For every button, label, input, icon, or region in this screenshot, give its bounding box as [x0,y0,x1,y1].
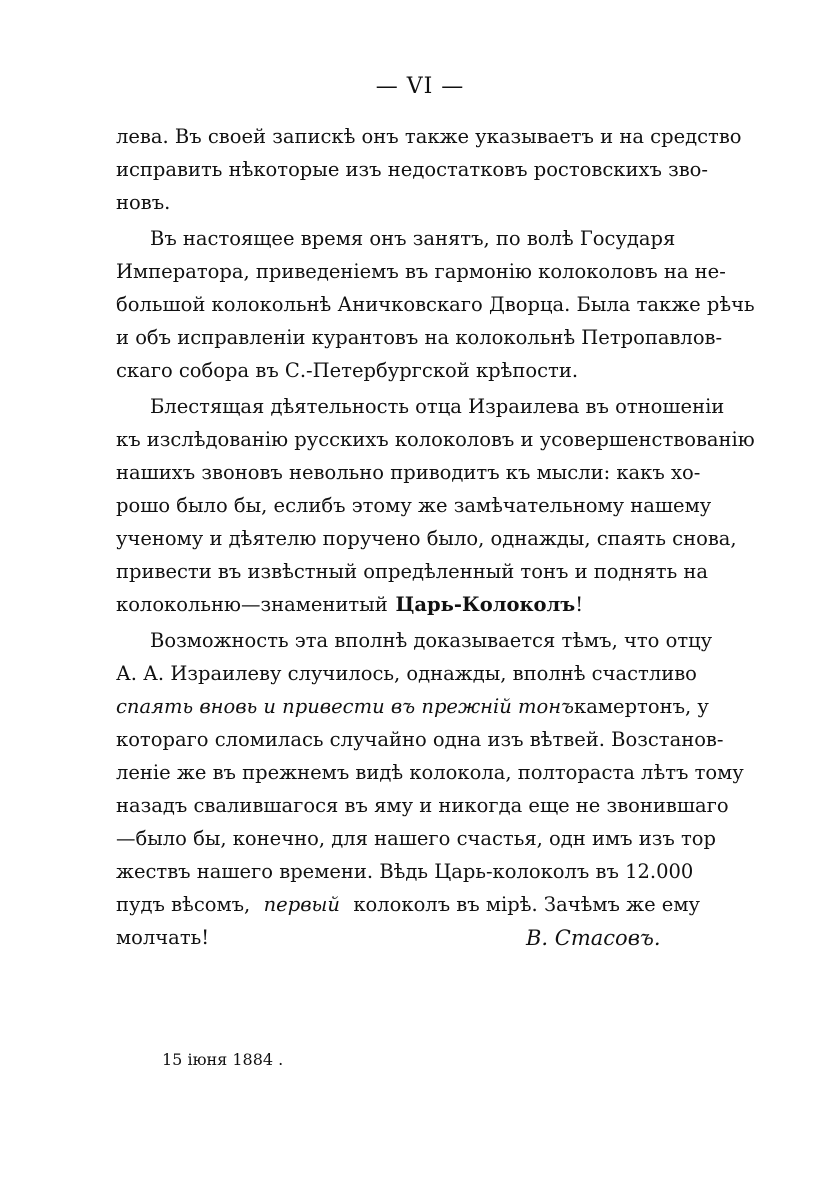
paragraph [116,624,744,954]
text-line: котораго сломилась случайно одна изъ вѣтвей. Возстанов- [116,728,724,751]
bold-phrase: Царь-Колоколъ [395,593,576,616]
text-line: къ изслѣдованію русскихъ колоколовъ и усовершенствованію [116,428,755,451]
text-line: ученому и дѣятелю поручено было, однажды, спаять снова, [116,527,737,550]
italic-phrase: спаять вновь и привести въ прежній тонъ [116,695,575,718]
text-line: Возможность эта вполнѣ доказывается тѣмъ, что отцу [150,629,713,652]
text-line: леніе же въ прежнемъ видѣ колокола, полтораста лѣтъ тому [116,761,744,784]
text-line: А. А. Израилеву случилось, однажды, вполнѣ счастливо [116,662,697,685]
text-line: Въ настоящее время онъ занятъ, по волѣ Государя [150,227,676,250]
text-line: —было бы, конечно, для нашего счастья, одн имъ изъ тор [116,827,716,850]
page-number: — VI — [375,74,465,99]
text-line: Блестящая дѣятельность отца Израилева въ отношеніи [150,395,725,418]
italic-word: первый [263,893,340,916]
text-line: молчать! [116,926,210,949]
text-line: назадъ свалившагося въ яму и никогда еще не звонившаго [116,794,729,817]
text-line: жествъ нашего времени. Вѣдь Царь-колоколъ въ 12.000 [116,860,694,883]
text-line: спаять вновь и привести въ прежній тонъ камертонъ, у [116,690,700,723]
text-line: лева. Въ своей запискѣ онъ также указываетъ и на средство [116,125,742,148]
paragraph [116,390,755,621]
date-line: 15 іюня 1884 . [162,1050,284,1069]
paragraph [116,120,742,219]
text-line: исправить нѣкоторые изъ недостатковъ ростовскихъ зво- [116,158,709,181]
text-line: скаго собора въ С.-Петербургской крѣпости. [116,359,579,382]
body-text [116,120,755,954]
text-line: привести въ извѣстный опредѣленный тонъ и поднять на [116,560,709,583]
text-line: Императора, приведеніемъ въ гармонію колоколовъ на не- [116,260,726,283]
text-line: новъ. [116,191,171,214]
paragraph [116,222,755,387]
text-line: большой колокольнѣ Аничковскаго Дворца. Была также рѣчь [116,293,755,316]
text-line: колокольню—знаменитый Царь-Колоколъ ! [116,588,700,621]
text-line: рошо было бы, еслибъ этому же замѣчательному нашему [116,494,712,517]
text-line: и объ исправленіи курантовъ на колокольнѣ Петропавлов- [116,326,723,349]
author-signature: В. Стасовъ. [526,926,661,950]
text-line: нашихъ звоновъ невольно приводитъ къ мысли: какъ хо- [116,461,701,484]
text-line: пудъ вѣсомъ, первый колоколъ въ мірѣ. Зачѣмъ же ему [116,888,700,921]
